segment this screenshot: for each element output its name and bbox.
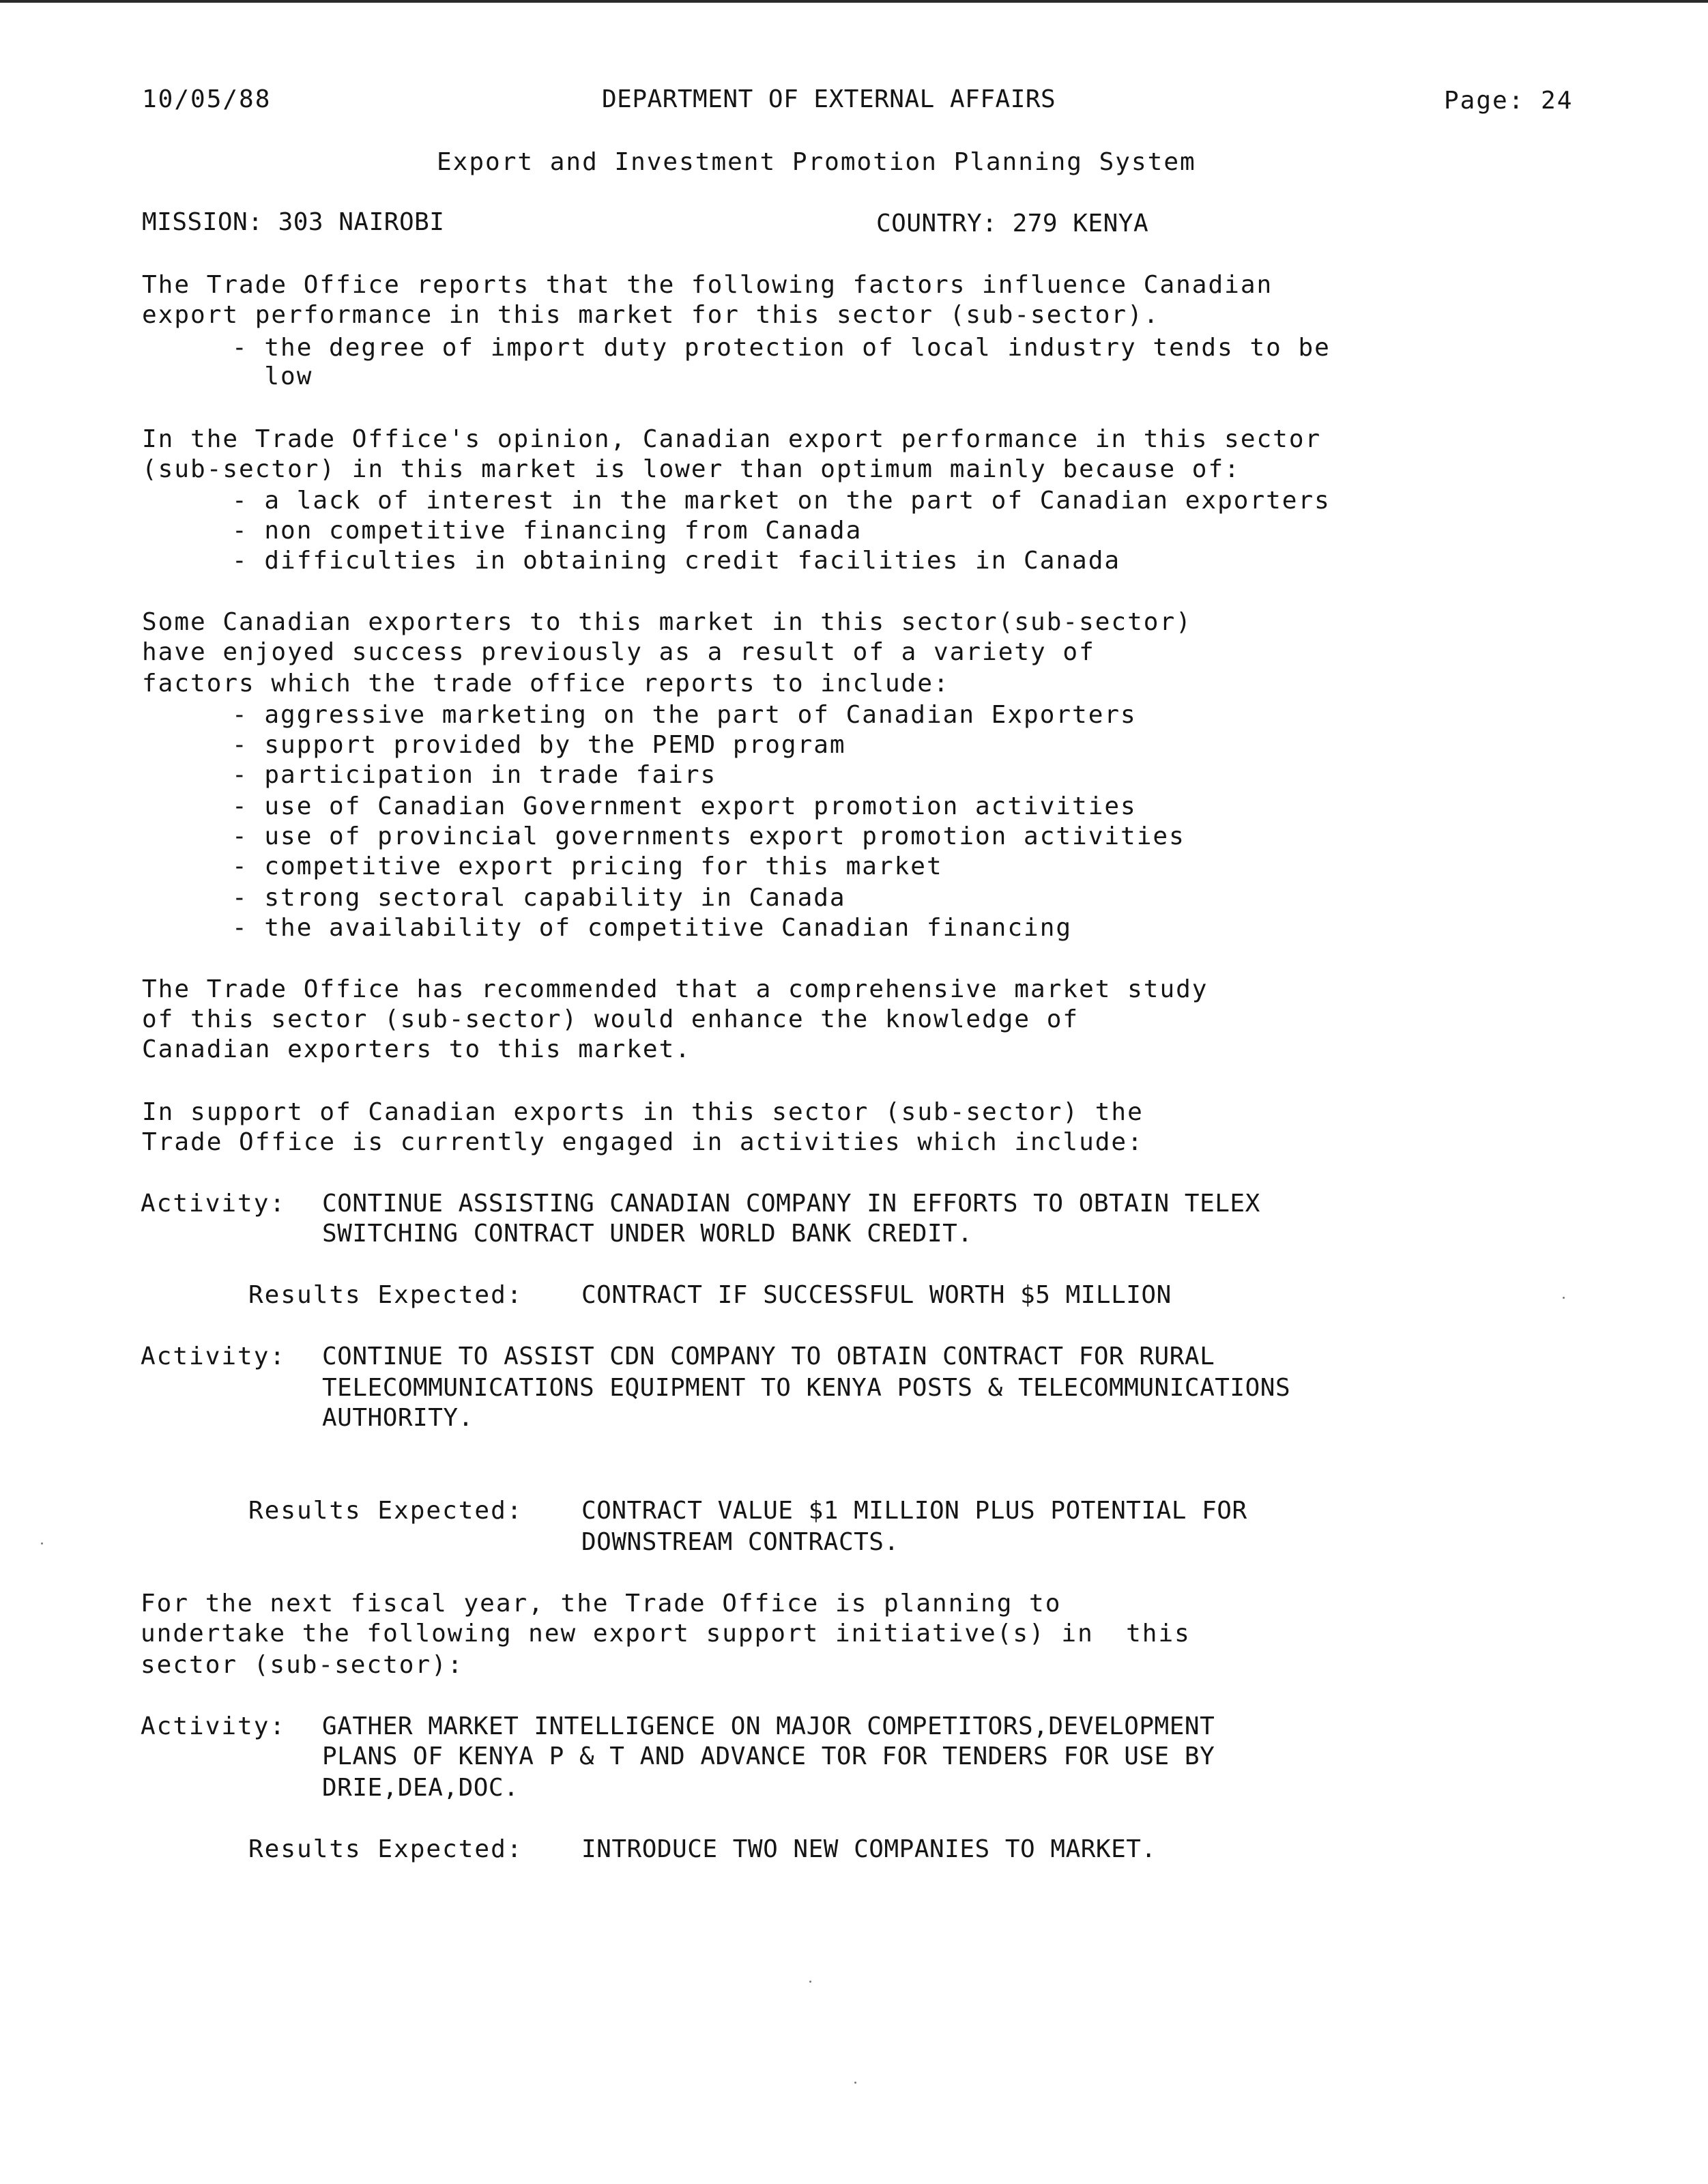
section3-line-2: have enjoyed success previously as a result of a variety of <box>142 638 1095 666</box>
section1-bullet-line-2: low <box>232 362 313 390</box>
activity-2-line-3: AUTHORITY. <box>322 1404 474 1432</box>
section3-bullet-5: - use of provincial governments export promotion activities <box>232 822 1185 850</box>
section2-line-1: In the Trade Office's opinion, Canadian export performance in this sector <box>142 425 1322 453</box>
activity-3-results-line-1: INTRODUCE TWO NEW COMPANIES TO MARKET. <box>581 1835 1157 1863</box>
system-title: Export and Investment Promotion Planning System <box>437 148 1196 176</box>
section3-bullet-3: - participation in trade fairs <box>232 761 717 789</box>
section4-line-2: of this sector (sub-sector) would enhance the knowledge of <box>142 1005 1080 1033</box>
section3-bullet-4: - use of Canadian Government export promotion activities <box>232 792 1137 820</box>
scan-speck <box>854 2082 856 2084</box>
section2-line-2: (sub-sector) in this market is lower than optimum mainly because of: <box>142 455 1241 483</box>
section1-line-1: The Trade Office reports that the following factors influence Canadian <box>142 271 1273 299</box>
activity-2-results-line-1: CONTRACT VALUE $1 MILLION PLUS POTENTIAL FOR <box>581 1497 1247 1525</box>
page-number: Page: 24 <box>1444 87 1574 115</box>
activity-1-results-label: Results Expected: <box>248 1281 523 1309</box>
section6-line-2: undertake the following new export support initiative(s) in this <box>141 1620 1191 1648</box>
activity-3-label: Activity: <box>141 1712 287 1740</box>
activity-1-results-line-1: CONTRACT IF SUCCESSFUL WORTH $5 MILLION <box>581 1281 1172 1309</box>
activity-2-line-1: CONTINUE TO ASSIST CDN COMPANY TO OBTAIN CONTRACT FOR RURAL <box>322 1342 1215 1370</box>
report-date: 10/05/88 <box>142 85 272 113</box>
section6-line-3: sector (sub-sector): <box>141 1651 464 1679</box>
activity-3-line-2: PLANS OF KENYA P & T AND ADVANCE TOR FOR TENDERS FOR USE BY <box>322 1742 1215 1770</box>
section4-line-1: The Trade Office has recommended that a comprehensive market study <box>142 975 1208 1003</box>
country-field: COUNTRY: 279 KENYA <box>876 210 1149 238</box>
section2-bullet-2: - non competitive financing from Canada <box>232 517 863 545</box>
section6-line-1: For the next fiscal year, the Trade Office is planning to <box>141 1590 1062 1618</box>
section1-bullet-line-1: - the degree of import duty protection of local industry tends to be <box>232 334 1331 362</box>
section5-line-1: In support of Canadian exports in this sector (sub-sector) the <box>142 1098 1144 1126</box>
scan-speck <box>41 1542 43 1544</box>
section2-bullet-3: - difficulties in obtaining credit facilities in Canada <box>232 547 1121 575</box>
activity-3-results-label: Results Expected: <box>248 1835 523 1863</box>
activity-2-line-2: TELECOMMUNICATIONS EQUIPMENT TO KENYA POSTS & TELECOMMUNICATIONS <box>322 1374 1291 1402</box>
activity-2-results-line-2: DOWNSTREAM CONTRACTS. <box>581 1528 899 1556</box>
section2-bullet-1: - a lack of interest in the market on the part of Canadian exporters <box>232 487 1331 515</box>
activity-3-line-1: GATHER MARKET INTELLIGENCE ON MAJOR COMPETITORS,DEVELOPMENT <box>322 1712 1215 1740</box>
section4-line-3: Canadian exporters to this market. <box>142 1035 691 1063</box>
activity-2-results-label: Results Expected: <box>248 1497 523 1525</box>
activity-1-line-2: SWITCHING CONTRACT UNDER WORLD BANK CREDIT. <box>322 1220 973 1248</box>
section3-bullet-6: - competitive export pricing for this market <box>232 852 943 880</box>
activity-1-label: Activity: <box>141 1190 287 1218</box>
page-top-edge <box>0 0 1708 3</box>
scan-speck <box>809 1981 811 1983</box>
section3-bullet-2: - support provided by the PEMD program <box>232 731 846 759</box>
activity-3-line-3: DRIE,DEA,DOC. <box>322 1774 519 1802</box>
section3-line-1: Some Canadian exporters to this market in this sector(sub-sector) <box>142 608 1192 636</box>
section3-bullet-8: - the availability of competitive Canadian financing <box>232 914 1073 942</box>
mission-field: MISSION: 303 NAIROBI <box>142 208 445 236</box>
section3-line-3: factors which the trade office reports to include: <box>142 670 950 698</box>
activity-1-line-1: CONTINUE ASSISTING CANADIAN COMPANY IN EFFORTS TO OBTAIN TELEX <box>322 1190 1260 1218</box>
section3-bullet-7: - strong sectoral capability in Canada <box>232 884 846 912</box>
activity-2-label: Activity: <box>141 1342 287 1370</box>
section3-bullet-1: - aggressive marketing on the part of Canadian Exporters <box>232 701 1137 729</box>
department-title: DEPARTMENT OF EXTERNAL AFFAIRS <box>602 85 1056 113</box>
scan-speck <box>1563 1297 1565 1299</box>
section1-line-2: export performance in this market for this sector (sub-sector). <box>142 301 1160 329</box>
section5-line-2: Trade Office is currently engaged in activities which include: <box>142 1128 1144 1156</box>
